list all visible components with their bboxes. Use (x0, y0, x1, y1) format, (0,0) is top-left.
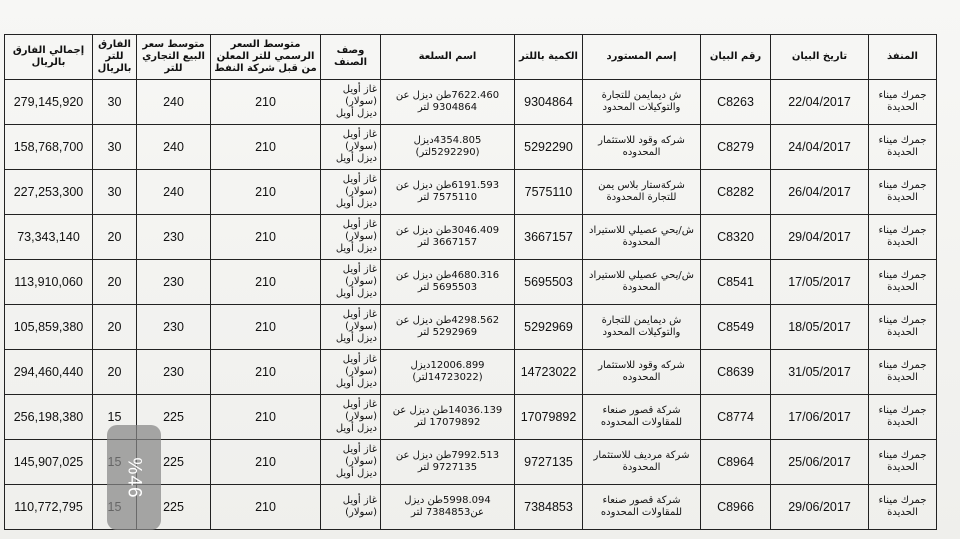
cell-official: 210 (211, 215, 321, 260)
cell-port: جمرك ميناء الحديدة (869, 395, 937, 440)
cell-total: 158,768,700 (5, 125, 93, 170)
cell-official: 210 (211, 395, 321, 440)
cell-qty: 9727135 (515, 440, 583, 485)
cell-total: 145,907,025 (5, 440, 93, 485)
cell-diff: 20 (93, 350, 137, 395)
cell-commercial: 230 (137, 350, 211, 395)
cell-desc: غاز أويل (سولار) ديزل أويل (321, 125, 381, 170)
header-num: رقم البيان (701, 35, 771, 80)
table-row (5, 170, 937, 215)
header-commercial: متوسط سعر البيع التجاري للتر (137, 35, 211, 80)
cell-item: 4298.562طن ديزل عن 5292969 لتر (381, 305, 515, 350)
cell-port: جمرك ميناء الحديدة (869, 485, 937, 530)
cell-official: 210 (211, 125, 321, 170)
table-row (5, 350, 937, 395)
cell-date: 17/05/2017 (771, 260, 869, 305)
cell-date: 17/06/2017 (771, 395, 869, 440)
cell-importer: ش/يحي عصيلي للاستيراد المحدودة (583, 215, 701, 260)
cell-diff: 15 (93, 395, 137, 440)
cell-port: جمرك ميناء الحديدة (869, 440, 937, 485)
cell-date: 29/04/2017 (771, 215, 869, 260)
cell-diff: 20 (93, 305, 137, 350)
cell-port: جمرك ميناء الحديدة (869, 170, 937, 215)
zoom-level-text: %46 (124, 456, 145, 499)
cell-commercial: 230 (137, 305, 211, 350)
cell-commercial: 230 (137, 260, 211, 305)
cell-num: C8282 (701, 170, 771, 215)
cell-qty: 17079892 (515, 395, 583, 440)
cell-diff: 30 (93, 80, 137, 125)
cell-num: C8320 (701, 215, 771, 260)
cell-qty: 3667157 (515, 215, 583, 260)
header-official: متوسط السعر الرسمي للتر المعلن من قبل شركة النفط (211, 35, 321, 80)
header-row (5, 35, 937, 80)
cell-commercial: 225 (137, 395, 211, 440)
cell-date: 25/06/2017 (771, 440, 869, 485)
cell-num: C8774 (701, 395, 771, 440)
cell-item: 3046.409طن ديزل عن 3667157 لتر (381, 215, 515, 260)
cell-desc: غاز أويل (سولار) ديزل أويل (321, 170, 381, 215)
header-diff: الفارق للتر بالريال (93, 35, 137, 80)
cell-official: 210 (211, 350, 321, 395)
header-date: تاريخ البيان (771, 35, 869, 80)
zoom-indicator (107, 425, 161, 530)
cell-official: 210 (211, 260, 321, 305)
cell-importer: شركة مرديف للاستثمار المحدودة (583, 440, 701, 485)
cell-desc: غاز أويل (سولار) ديزل أويل (321, 80, 381, 125)
cell-item: 12006.899ديزل (14723022لتر) (381, 350, 515, 395)
cell-total: 256,198,380 (5, 395, 93, 440)
cell-total: 227,253,300 (5, 170, 93, 215)
cell-port: جمرك ميناء الحديدة (869, 350, 937, 395)
cell-date: 18/05/2017 (771, 305, 869, 350)
cell-importer: شركةستار بلاس يمن للتجارة المحدودة (583, 170, 701, 215)
cell-date: 31/05/2017 (771, 350, 869, 395)
cell-qty: 14723022 (515, 350, 583, 395)
cell-desc: غاز أويل (سولار) (321, 485, 381, 530)
cell-num: C8263 (701, 80, 771, 125)
cell-qty: 5292290 (515, 125, 583, 170)
cell-qty: 5292969 (515, 305, 583, 350)
cell-diff: 20 (93, 260, 137, 305)
cell-qty: 9304864 (515, 80, 583, 125)
cell-desc: غاز أويل (سولار) ديزل أويل (321, 215, 381, 260)
header-item: اسم السلعة (381, 35, 515, 80)
cell-item: 5998.094طن ديزل عن7384853 لتر (381, 485, 515, 530)
cell-diff: 30 (93, 170, 137, 215)
cell-qty: 7575110 (515, 170, 583, 215)
cell-total: 113,910,060 (5, 260, 93, 305)
cell-num: C8541 (701, 260, 771, 305)
cell-item: 4354.805ديزل (5292290لتر) (381, 125, 515, 170)
cell-commercial: 225 (137, 440, 211, 485)
cell-diff: 20 (93, 215, 137, 260)
header-qty: الكمية باللتر (515, 35, 583, 80)
cell-total: 110,772,795 (5, 485, 93, 530)
cell-commercial: 240 (137, 80, 211, 125)
cell-date: 26/04/2017 (771, 170, 869, 215)
cell-commercial: 225 (137, 485, 211, 530)
cell-desc: غاز أويل (سولار) ديزل أويل (321, 395, 381, 440)
cell-desc: غاز أويل (سولار) ديزل أويل (321, 350, 381, 395)
cell-port: جمرك ميناء الحديدة (869, 260, 937, 305)
cell-num: C8964 (701, 440, 771, 485)
cell-official: 210 (211, 485, 321, 530)
cell-importer: شركه وقود للاستثمار المحدوده (583, 125, 701, 170)
cell-date: 29/06/2017 (771, 485, 869, 530)
header-port: المنفذ (869, 35, 937, 80)
cell-commercial: 230 (137, 215, 211, 260)
cell-item: 6191.593طن ديزل عن 7575110 لتر (381, 170, 515, 215)
cell-importer: ش ديمايمن للتجارة والتوكيلات المحدود (583, 80, 701, 125)
cell-qty: 7384853 (515, 485, 583, 530)
cell-desc: غاز أويل (سولار) ديزل أويل (321, 440, 381, 485)
cell-num: C8279 (701, 125, 771, 170)
cell-date: 24/04/2017 (771, 125, 869, 170)
cell-official: 210 (211, 80, 321, 125)
table-row (5, 215, 937, 260)
cell-item: 7992.513طن ديزل عن 9727135 لتر (381, 440, 515, 485)
cell-importer: ش ديمايمن للتجارة والتوكيلات المحدود (583, 305, 701, 350)
header-desc: وصف الصنف (321, 35, 381, 80)
cell-port: جمرك ميناء الحديدة (869, 80, 937, 125)
cell-commercial: 240 (137, 125, 211, 170)
cell-total: 294,460,440 (5, 350, 93, 395)
table-row (5, 80, 937, 125)
cell-importer: شركة قصور صنعاء للمقاولات المحدوده (583, 395, 701, 440)
cell-num: C8549 (701, 305, 771, 350)
header-importer: إسم المستورد (583, 35, 701, 80)
cell-importer: ش/يحي عصيلي للاستيراد المحدودة (583, 260, 701, 305)
cell-official: 210 (211, 305, 321, 350)
cell-item: 4680.316طن ديزل عن 5695503 لتر (381, 260, 515, 305)
cell-date: 22/04/2017 (771, 80, 869, 125)
cell-port: جمرك ميناء الحديدة (869, 215, 937, 260)
table-row (5, 260, 937, 305)
cell-num: C8639 (701, 350, 771, 395)
cell-total: 279,145,920 (5, 80, 93, 125)
cell-port: جمرك ميناء الحديدة (869, 125, 937, 170)
cell-item: 14036.139طن ديزل عن 17079892 لتر (381, 395, 515, 440)
cell-total: 105,859,380 (5, 305, 93, 350)
header-total: إجمالي الفارق بالريال (5, 35, 93, 80)
cell-item: 7622.460طن ديزل عن 9304864 لتر (381, 80, 515, 125)
table-row (5, 125, 937, 170)
cell-importer: شركه وقود للاستثمار المحدوده (583, 350, 701, 395)
cell-desc: غاز أويل (سولار) ديزل أويل (321, 305, 381, 350)
cell-diff: 30 (93, 125, 137, 170)
cell-port: جمرك ميناء الحديدة (869, 305, 937, 350)
cell-desc: غاز أويل (سولار) ديزل أويل (321, 260, 381, 305)
cell-official: 210 (211, 170, 321, 215)
cell-num: C8966 (701, 485, 771, 530)
cell-commercial: 240 (137, 170, 211, 215)
table-row (5, 305, 937, 350)
cell-importer: شركة قصور صنعاء للمقاولات المحدوده (583, 485, 701, 530)
cell-official: 210 (211, 440, 321, 485)
cell-qty: 5695503 (515, 260, 583, 305)
cell-total: 73,343,140 (5, 215, 93, 260)
